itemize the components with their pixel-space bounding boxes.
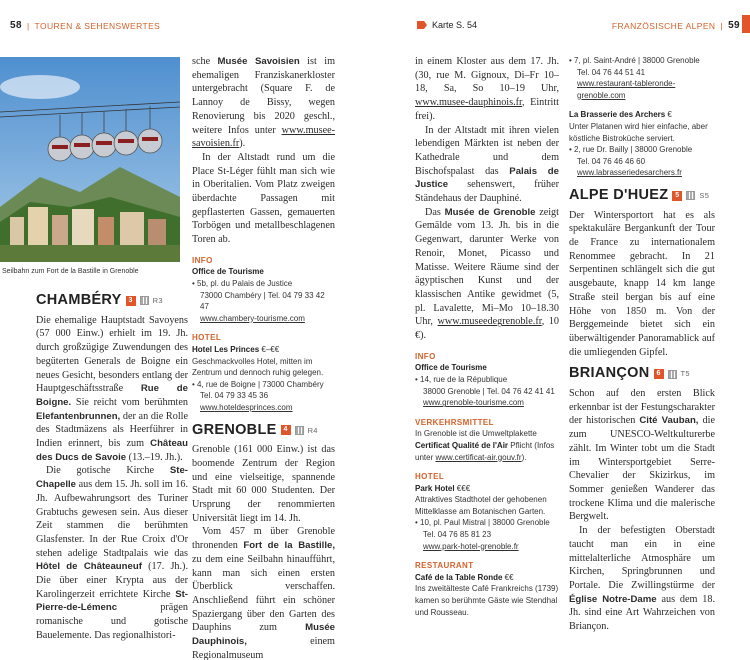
- musee-grenoble-paragraph: Das Musée de Grenoble zeigt Gemälde vom 13. Jh. bis in die Gegenwart, darunter Werke von Renoir, Monet, Picasso und Matisse. Weitere Räume sind der ägyptischen Kunst und der klassischen Antike gewidmet (5, pl. Lavalette, Mi–Mo 10–18.30 Uhr, www.museedegrenoble.fr, 10 €).: [415, 206, 560, 342]
- hotel-name-line: Hotel Les Princes €–€€: [192, 345, 280, 354]
- brasserie-address-2: Tel. 04 76 46 46 60: [577, 156, 646, 166]
- info-address-2: 38000 Grenoble | Tel. 04 76 42 41 41: [423, 386, 555, 396]
- map-reference[interactable]: [417, 20, 477, 30]
- left-running-header: 58 | TOUREN & SEHENSWERTES: [10, 20, 161, 31]
- briancon-title: BRIANÇON: [569, 365, 650, 382]
- column-4: [569, 55, 715, 634]
- brasserie-name-line: La Brasserie des Archers €: [569, 110, 672, 120]
- musee-dauphinois-link[interactable]: www.musee-dauphinois.fr: [415, 97, 523, 109]
- hotel-address-2: Tel. 04 79 33 45 36: [200, 391, 269, 401]
- alpe-dhuez-grid-ref: S5: [699, 190, 710, 200]
- right-running-header: FRANZÖSISCHE ALPEN | 59: [611, 20, 740, 31]
- grenoble-heading: [192, 421, 335, 438]
- hotel-description: Geschmackvolles Hotel, mitten im Zentrum und dennoch ruhig gelegen.: [192, 356, 324, 378]
- transport-text: In Grenoble ist die Umweltplakette Certificat Qualité de l'Air Pflicht (Infos unter www.certificat-air.gouv.fr).: [415, 429, 555, 462]
- page-number-left: 58: [10, 20, 22, 31]
- chambery-rating-badge: 3: [126, 296, 136, 306]
- hotel-name-line: Park Hotel €€€: [415, 483, 471, 493]
- info-address-1: • 14, rue de la République: [415, 374, 508, 384]
- alpe-dhuez-title: ALPE D'HUEZ: [569, 186, 669, 203]
- alpe-dhuez-heading: [569, 186, 715, 203]
- hotel-description: Attraktives Stadthotel der gehobenen Mittelklasse am Botanischen Garten.: [415, 495, 547, 516]
- map-reference-label: Karte S. 54: [432, 20, 478, 30]
- musee-grenoble-link[interactable]: www.museedegrenoble.fr: [437, 316, 542, 328]
- restaurant-address-2: Tel. 04 76 44 51 41: [577, 67, 646, 77]
- hotel-princes-link[interactable]: www.hoteldesprinces.com: [200, 402, 293, 412]
- transport-heading: VERKEHRSMITTEL: [415, 417, 494, 427]
- brasserie-link[interactable]: www.labrasseriedesarchers.fr: [577, 168, 682, 178]
- column-2: [192, 55, 335, 660]
- photo-caption: Seilbahn zum Fort de la Bastille in Grenoble: [2, 268, 139, 275]
- restaurant-heading: RESTAURANT: [415, 561, 474, 571]
- brasserie-description: Unter Platanen wird hier einfache, aber köstliche Bistroküche serviert.: [569, 121, 708, 143]
- restaurant-name-line: Café de la Table Ronde €€: [415, 572, 514, 582]
- grenoble-info-box: [415, 351, 559, 618]
- chambery-tourism-link[interactable]: www.chambery-tourisme.com: [200, 313, 305, 323]
- musee-savoisien-link[interactable]: www.musee-savoisien.fr: [192, 124, 335, 150]
- musee-dauphinois-paragraph: in einem Kloster aus dem 17. Jh. (30, rue M. Gignoux, Di–Fr 10–18, Sa, So 10–19 Uhr, www.musee-dauphinois.fr, Eintritt frei).: [415, 56, 559, 122]
- grenoble-paragraph-2: Vom 457 m über Grenoble thronenden Fort de la Bastille, zu dem eine Seilbahn hinaufführt, kann man sich einen ersten Überblick verschaffen. Anschließend führt ein schöner Spaziergang über den Garten des Dauphins zum Musée Dauphinois, einem Regionalmuseum: [192, 526, 335, 660]
- cable-car-photo: [0, 57, 180, 262]
- musee-savoisien-paragraph: sche Musée Savoisien ist im ehemaligen Franziskanerkloster untergebracht (Square F. de Lannoy de Bissy, wegen Renovierung bis 2020 geschl., weitere Infos unter www.musee-savoisien.fr).: [192, 56, 335, 150]
- chambery-heading: [36, 294, 188, 308]
- chambery-paragraph-2: Die gotische Kirche Ste-Chapelle aus dem 15. Jh. soll im 16. Jh. Aufbewahrungsort des Turiner Grabtuchs gewesen sein. Aus dieser Zeit stammen die berühmten Glasfenster. In der Rue Croix d'Or stehen adelige Stadtpalais wie das Hôtel de Châteauneuf (17. Jh.). Die über einer Krypta aus der Karolingerzeit errichtete Kirche St-Pierre-de-Lémenc prägen romanische und gotische Bauelemente. Das regionalhistori-: [36, 465, 188, 641]
- hotel-address-1: • 4, rue de Boigne | 73000 Chambéry: [192, 379, 324, 389]
- column-3: [415, 55, 559, 618]
- grenoble-paragraph-1: Grenoble (161 000 Einw.) ist das boomende Zentrum der Region und eine vielseitige, spannende Stadt mit 60 000 Studenten. Der Ursprung der renommierten Universität liegt im 14. Jh.: [192, 444, 335, 524]
- hotel-address-2: Tel. 04 76 85 81 23: [423, 530, 492, 540]
- map-grid-icon: [668, 370, 677, 379]
- page-edge-tab: [742, 15, 750, 33]
- info-heading: INFO: [415, 351, 436, 361]
- briancon-rating-badge: 6: [654, 369, 664, 379]
- certificat-air-link[interactable]: www.certificat-air.gouv.fr: [435, 452, 522, 462]
- hotel-heading: HOTEL: [192, 333, 222, 343]
- right-page: [375, 0, 750, 660]
- column-1: [36, 292, 188, 643]
- info-heading: INFO: [192, 255, 213, 265]
- grenoble-grid-ref: R4: [307, 425, 318, 435]
- info-office-name: Office de Tourisme: [415, 363, 487, 373]
- left-section-title: TOUREN & SEHENSWERTES: [34, 20, 161, 31]
- info-office-name: Office de Tourisme: [192, 267, 264, 277]
- map-grid-icon: [295, 426, 304, 435]
- restaurant-description: Ins zweitälteste Café Frankreichs (1739) kamen so berühmte Gäste wie Stendhal und Rousseau.: [415, 584, 559, 617]
- grenoble-tourism-link[interactable]: www.grenoble-tourisme.com: [423, 398, 524, 408]
- briancon-paragraph-2: In der befestigten Oberstadt taucht man ein in eine mittelalterliche Atmosphäre um Kirchen, Springbrunnen und Portale. Die Zwillingstürme der Église Notre-Dame aus dem 18. Jh. sind eine Art Wahrzeichen von Briançon.: [569, 525, 715, 633]
- grenoble-rating-badge: 4: [281, 425, 291, 435]
- info-address-2: 73000 Chambéry | Tel. 04 79 33 42 47: [200, 290, 325, 312]
- chambery-paragraph-1: Die ehemalige Hauptstadt Savoyens (57 000 Einw.) erhielt im 19. Jh. durch großzügige Zuwendungen des begüterten Generals de Boigne ein neues Gesicht, besonders entlang der Hauptgeschäftsstraße Rue de Boigne. Sie reicht vom berühmten Elefantenbrunnen, der an die Rolle des Stadtmäzens als Heerführer in Indien erinnert, bis zum Château des Ducs de Savoie (13.–19. Jh.).: [36, 314, 188, 463]
- chambery-info-box: [192, 255, 335, 414]
- briancon-paragraph-1: Schon auf den ersten Blick erkennbar ist der Festungscharakter der historischen Cité Vauban, die zum UNESCO-Weltkulturerbe zählt. Im Winter tobt um die Stadt im Wintersportgebiet Serre-Chevalier der Skizirkus, im Sommer genießen Wanderer das trockene Klima und die malerische Bergwelt.: [569, 388, 715, 523]
- alpe-dhuez-rating-badge: 5: [672, 191, 682, 201]
- altstadt-chambery-paragraph: In der Altstadt rund um die Place St-Léger fühlt man sich wie in Oberitalien. Vom Platz zweigen überdachte Passagen mit gepflasterten Gassen, gemauerten Torbögen und metallbeschlagenen Toren ab.: [192, 151, 335, 246]
- brasserie-address-1: • 2, rue Dr. Bailly | 38000 Grenoble: [569, 145, 693, 155]
- right-section-title: FRANZÖSISCHE ALPEN: [611, 20, 716, 31]
- table-ronde-link[interactable]: www.restaurant-tableronde-grenoble.com: [577, 79, 676, 100]
- altstadt-grenoble-paragraph: In der Altstadt mit ihren vielen lebendigen Märkten ist neben der Kathedrale und dem Bischofspalast das Palais de Justice sehenswert, früher Ständehaus der Dauphiné.: [415, 124, 559, 205]
- park-hotel-link[interactable]: www.park-hotel-grenoble.fr: [423, 541, 519, 551]
- map-tag-icon: [417, 21, 427, 29]
- restaurant-continued: [569, 55, 715, 179]
- grenoble-title: GRENOBLE: [192, 421, 277, 438]
- page-number-right: 59: [728, 20, 740, 31]
- briancon-grid-ref: T5: [680, 369, 690, 379]
- cable-car-illustration: [0, 57, 180, 262]
- map-grid-icon: [140, 296, 149, 305]
- hotel-address-1: • 10, pl. Paul Mistral | 38000 Grenoble: [415, 518, 550, 528]
- briancon-heading: [569, 367, 715, 381]
- hotel-heading: HOTEL: [415, 472, 445, 482]
- info-address-1: • 5b, pl. du Palais de Justice: [192, 279, 293, 289]
- restaurant-address-1: • 7, pl. Saint-André | 38000 Grenoble: [569, 56, 700, 65]
- map-grid-icon: [686, 191, 695, 200]
- chambery-grid-ref: R3: [152, 296, 163, 305]
- alpe-dhuez-paragraph: Der Wintersportort hat es als spektakuläre Bergankunft der Tour de France zu internationalem Renommee gebracht. In 21 Serpentinen schlängelt sich die gut ausgebaute, knapp 14 km lange Straße steil bergan bis auf eine Höhe von 1850 m. Von der Berggemeinde bietet sich ein überwältigender Panoramablick auf die umliegenden Gipfel.: [569, 209, 715, 358]
- chambery-title: CHAMBÉRY: [36, 292, 122, 308]
